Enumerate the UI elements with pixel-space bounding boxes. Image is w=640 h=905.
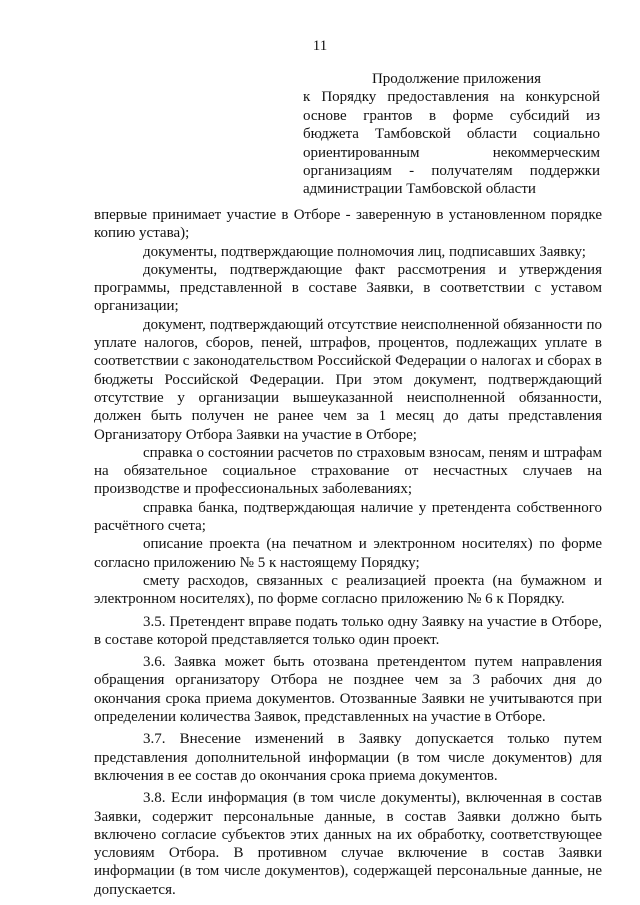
- appendix-header-line: к Порядку предоставления на конкурсной: [303, 89, 600, 106]
- body-paragraph: 3.5. Претендент вправе подать только одну Заявку на участие в Отборе, в составе которой представляется только один проект.: [94, 613, 602, 648]
- body-paragraph: смету расходов, связанных с реализацией проекта (на бумажном и электронном носителях), по форме согласно приложению № 6 к Порядку.: [94, 572, 602, 608]
- appendix-header-line: основе грантов в форме субсидий из: [303, 107, 600, 124]
- body-paragraph: впервые принимает участие в Отборе - заверенную в установленном порядке копию устава);: [94, 207, 602, 242]
- body-paragraph: описание проекта (на печатном и электронном носителях) по форме согласно приложению № 5 к настоящему Порядку;: [94, 536, 602, 571]
- appendix-header-title: Продолжение приложения: [371, 71, 542, 87]
- document-body: [94, 206, 602, 899]
- body-paragraph: 3.7. Внесение изменений в Заявку допускается только путем представления дополнительной информации (в том числе документов) для включения в ее состав до окончания срока приема документов.: [94, 731, 602, 784]
- body-paragraph: документы, подтверждающие полномочия лиц, подписавших Заявку;: [143, 243, 586, 260]
- appendix-header-line: бюджета Тамбовской области социально: [303, 126, 600, 143]
- appendix-header-line: ориентированным некоммерческим: [303, 144, 600, 161]
- body-paragraph: 3.8. Если информация (в том числе документы), включенная в состав Заявки, содержит персональные данные, в состав Заявки должно быть включено согласие субъектов этих данных на их обработку, соответствующее условиям Отбора. В противном случае включение в состав Заявки информации (в том числе документов), содержащей персональные данные, не допускается.: [94, 790, 602, 898]
- page-number: 11: [312, 38, 328, 54]
- body-paragraph: документ, подтверждающий отсутствие неисполненной обязанности по уплате налогов, сборов, пеней, штрафов, процентов, подлежащих уплате в соответствии с законодательством Российской Федерации о налогах и сборах в бюджеты Российской Федерации. При этом документ, подтверждающий отсутствие у организации вышеуказанной неисполненной обязанности, должен быть получен не ранее чем за 1 месяц до даты представления Организатору Отбора Заявки на участие в Отборе;: [94, 316, 602, 443]
- body-paragraph: справка о состоянии расчетов по страховым взносам, пеням и штрафам на обязательное социальное страхование от несчастных случаев на производстве и профессиональных заболеваниях;: [94, 444, 602, 498]
- appendix-header-line: администрации Тамбовской области: [303, 181, 536, 198]
- body-paragraph: справка банка, подтверждающая наличие у претендента собственного расчётного счета;: [94, 499, 602, 535]
- appendix-header: [303, 70, 600, 199]
- appendix-header-line: организациям - получателям поддержки: [303, 163, 600, 180]
- body-paragraph: 3.6. Заявка может быть отозвана претендентом путем направления обращения организатору Отбора не позднее чем за 3 рабочих дня до окончания срока приема документов. Отозванные Заявки не учитываются при определении количества Заявок, представленных на участие в Отборе.: [94, 654, 602, 726]
- body-paragraph: документы, подтверждающие факт рассмотрения и утверждения программы, представленной в составе Заявки, в соответствии с уставом организации;: [94, 261, 602, 315]
